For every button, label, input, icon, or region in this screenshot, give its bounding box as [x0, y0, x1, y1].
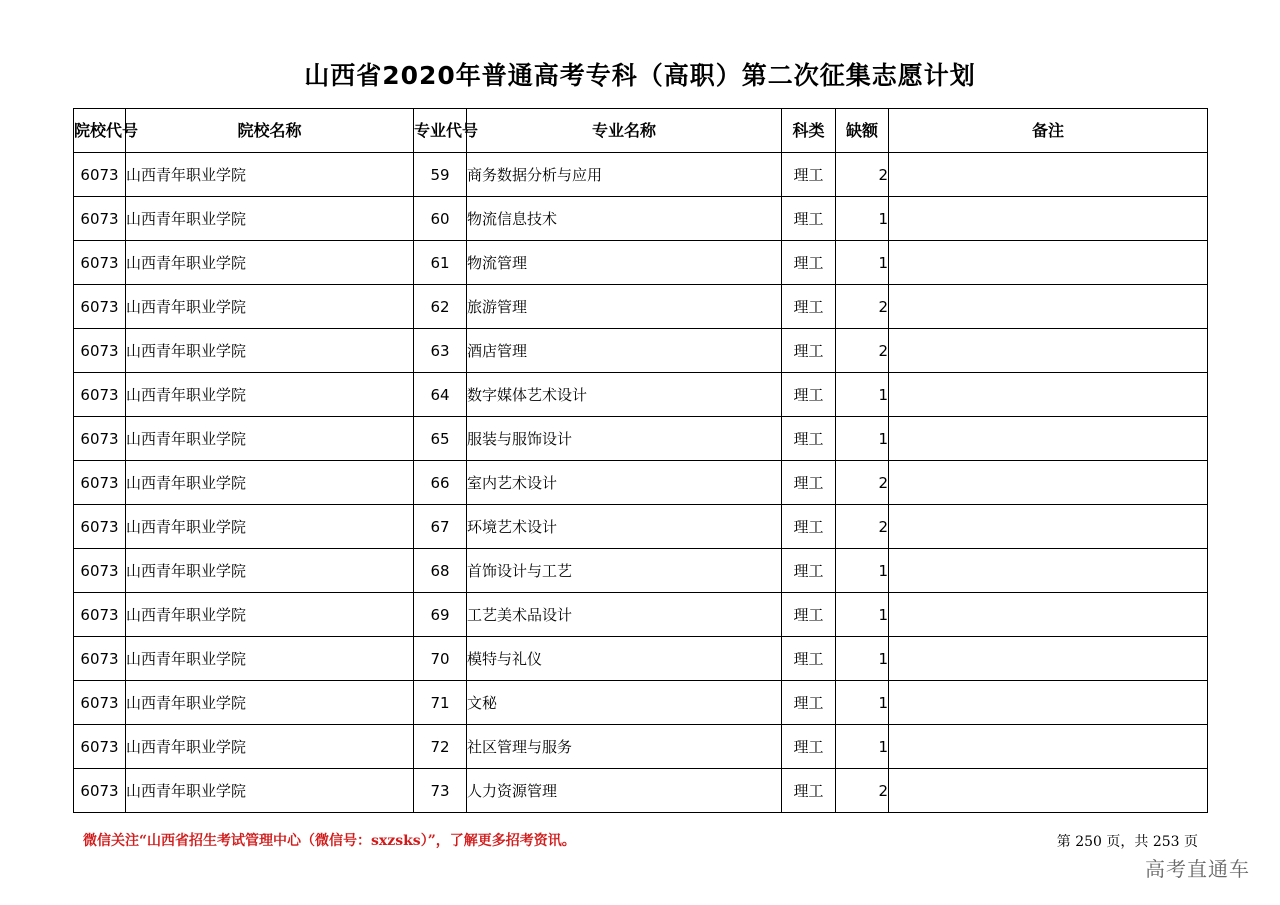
cell-category: 理工	[782, 505, 836, 549]
cell-remark	[889, 769, 1208, 813]
cell-remark	[889, 725, 1208, 769]
cell-category: 理工	[782, 681, 836, 725]
table-row	[74, 461, 1208, 505]
cell-major-code: 63	[414, 329, 467, 373]
table-row	[74, 725, 1208, 769]
cell-school-name: 山西青年职业学院	[126, 681, 414, 725]
cell-quota: 2	[836, 153, 889, 197]
table-row	[74, 505, 1208, 549]
cell-quota: 1	[836, 725, 889, 769]
table-row	[74, 241, 1208, 285]
header-school-code: 院校代号	[74, 109, 126, 153]
table-row	[74, 769, 1208, 813]
cell-remark	[889, 285, 1208, 329]
cell-remark	[889, 153, 1208, 197]
cell-school-code: 6073	[74, 329, 126, 373]
cell-school-name: 山西青年职业学院	[126, 593, 414, 637]
footer-note: 微信关注“山西省招生考试管理中心（微信号：sxzsks）”，了解更多招考资讯。	[83, 833, 576, 849]
cell-major-name: 商务数据分析与应用	[467, 153, 782, 197]
cell-school-name: 山西青年职业学院	[126, 197, 414, 241]
cell-category: 理工	[782, 637, 836, 681]
cell-remark	[889, 505, 1208, 549]
cell-major-code: 59	[414, 153, 467, 197]
cell-school-code: 6073	[74, 241, 126, 285]
table-row	[74, 681, 1208, 725]
table-row	[74, 373, 1208, 417]
cell-school-code: 6073	[74, 417, 126, 461]
cell-quota: 1	[836, 637, 889, 681]
cell-major-name: 物流信息技术	[467, 197, 782, 241]
page-title: 山西省2020年普通高考专科（高职）第二次征集志愿计划	[304, 61, 976, 90]
cell-remark	[889, 241, 1208, 285]
table-header-row	[74, 109, 1208, 153]
table-row	[74, 417, 1208, 461]
cell-major-code: 64	[414, 373, 467, 417]
page-info: 第 250 页，共 253 页	[1056, 834, 1198, 850]
header-quota: 缺额	[836, 109, 889, 153]
cell-major-name: 酒店管理	[467, 329, 782, 373]
cell-category: 理工	[782, 329, 836, 373]
cell-major-name: 人力资源管理	[467, 769, 782, 813]
cell-school-code: 6073	[74, 637, 126, 681]
table-row	[74, 593, 1208, 637]
cell-major-code: 71	[414, 681, 467, 725]
header-major-name: 专业名称	[467, 109, 782, 153]
cell-quota: 2	[836, 505, 889, 549]
cell-major-name: 环境艺术设计	[467, 505, 782, 549]
cell-quota: 2	[836, 329, 889, 373]
header-major-code: 专业代号	[414, 109, 467, 153]
cell-quota: 2	[836, 461, 889, 505]
table-body	[74, 153, 1208, 813]
cell-quota: 1	[836, 681, 889, 725]
cell-major-code: 67	[414, 505, 467, 549]
cell-school-name: 山西青年职业学院	[126, 285, 414, 329]
cell-remark	[889, 461, 1208, 505]
cell-school-name: 山西青年职业学院	[126, 461, 414, 505]
cell-major-name: 首饰设计与工艺	[467, 549, 782, 593]
cell-major-code: 72	[414, 725, 467, 769]
cell-school-name: 山西青年职业学院	[126, 241, 414, 285]
cell-major-name: 文秘	[467, 681, 782, 725]
cell-category: 理工	[782, 241, 836, 285]
table-row	[74, 549, 1208, 593]
table-row	[74, 153, 1208, 197]
cell-school-code: 6073	[74, 285, 126, 329]
cell-category: 理工	[782, 725, 836, 769]
cell-major-code: 69	[414, 593, 467, 637]
cell-major-code: 70	[414, 637, 467, 681]
cell-school-name: 山西青年职业学院	[126, 549, 414, 593]
cell-school-code: 6073	[74, 725, 126, 769]
table-row	[74, 329, 1208, 373]
cell-remark	[889, 373, 1208, 417]
cell-school-code: 6073	[74, 681, 126, 725]
cell-category: 理工	[782, 153, 836, 197]
cell-category: 理工	[782, 549, 836, 593]
cell-major-name: 社区管理与服务	[467, 725, 782, 769]
cell-remark	[889, 417, 1208, 461]
header-school-name: 院校名称	[126, 109, 414, 153]
cell-quota: 1	[836, 241, 889, 285]
cell-major-code: 66	[414, 461, 467, 505]
table-row	[74, 637, 1208, 681]
cell-school-code: 6073	[74, 505, 126, 549]
cell-category: 理工	[782, 593, 836, 637]
cell-major-name: 服装与服饰设计	[467, 417, 782, 461]
cell-school-name: 山西青年职业学院	[126, 153, 414, 197]
cell-major-name: 工艺美术品设计	[467, 593, 782, 637]
cell-school-code: 6073	[74, 153, 126, 197]
cell-major-code: 60	[414, 197, 467, 241]
header-category: 科类	[782, 109, 836, 153]
cell-major-code: 73	[414, 769, 467, 813]
cell-major-code: 65	[414, 417, 467, 461]
cell-school-name: 山西青年职业学院	[126, 637, 414, 681]
cell-remark	[889, 197, 1208, 241]
cell-school-name: 山西青年职业学院	[126, 417, 414, 461]
cell-remark	[889, 329, 1208, 373]
table-row	[74, 197, 1208, 241]
cell-remark	[889, 549, 1208, 593]
cell-category: 理工	[782, 373, 836, 417]
cell-school-code: 6073	[74, 197, 126, 241]
watermark: 高考直通车	[1145, 857, 1250, 881]
cell-remark	[889, 593, 1208, 637]
cell-category: 理工	[782, 197, 836, 241]
plan-table	[73, 108, 1208, 813]
cell-school-name: 山西青年职业学院	[126, 373, 414, 417]
cell-school-name: 山西青年职业学院	[126, 769, 414, 813]
cell-school-code: 6073	[74, 549, 126, 593]
cell-major-name: 数字媒体艺术设计	[467, 373, 782, 417]
cell-quota: 1	[836, 373, 889, 417]
cell-major-name: 旅游管理	[467, 285, 782, 329]
table-row	[74, 285, 1208, 329]
cell-major-code: 62	[414, 285, 467, 329]
cell-quota: 1	[836, 549, 889, 593]
cell-school-code: 6073	[74, 373, 126, 417]
cell-quota: 1	[836, 197, 889, 241]
cell-school-name: 山西青年职业学院	[126, 725, 414, 769]
cell-major-code: 68	[414, 549, 467, 593]
cell-school-code: 6073	[74, 769, 126, 813]
cell-major-name: 物流管理	[467, 241, 782, 285]
cell-school-name: 山西青年职业学院	[126, 505, 414, 549]
cell-quota: 1	[836, 593, 889, 637]
cell-category: 理工	[782, 461, 836, 505]
cell-remark	[889, 637, 1208, 681]
cell-major-name: 模特与礼仪	[467, 637, 782, 681]
cell-quota: 2	[836, 285, 889, 329]
cell-category: 理工	[782, 285, 836, 329]
cell-quota: 2	[836, 769, 889, 813]
cell-major-name: 室内艺术设计	[467, 461, 782, 505]
cell-school-code: 6073	[74, 461, 126, 505]
header-remark: 备注	[889, 109, 1208, 153]
cell-remark	[889, 681, 1208, 725]
cell-category: 理工	[782, 417, 836, 461]
cell-school-name: 山西青年职业学院	[126, 329, 414, 373]
cell-quota: 1	[836, 417, 889, 461]
cell-school-code: 6073	[74, 593, 126, 637]
cell-major-code: 61	[414, 241, 467, 285]
cell-category: 理工	[782, 769, 836, 813]
